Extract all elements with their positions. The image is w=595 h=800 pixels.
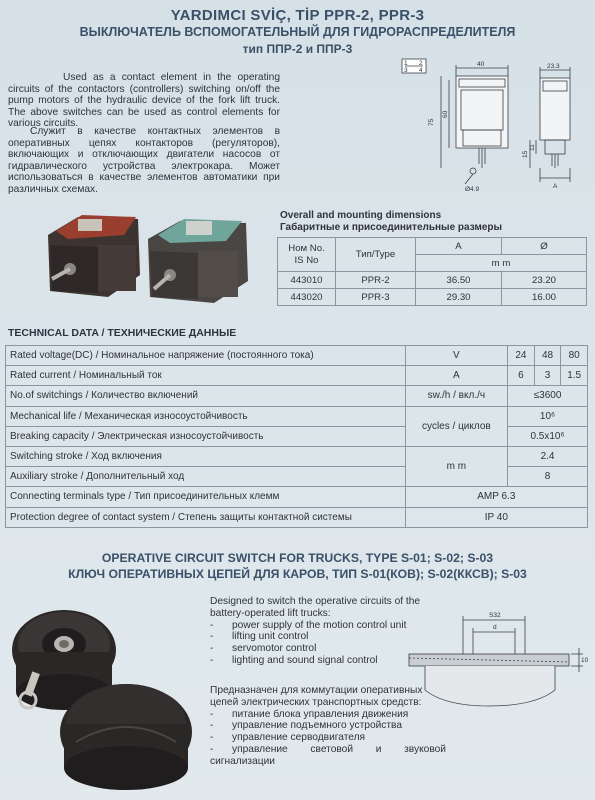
page-type-ru: тип ППР-2 и ППР-3 <box>242 42 353 56</box>
cell-a: 29.30 <box>416 289 502 306</box>
bullet-dash: - <box>210 708 214 720</box>
dim-11: 11 <box>529 144 536 151</box>
label-h: 10 <box>581 657 589 664</box>
bullet-text: power supply of the motion control unit <box>232 619 407 631</box>
dim-75: 75 <box>428 118 435 126</box>
cell-no: 443020 <box>278 289 336 306</box>
cell-no: 443010 <box>278 272 336 289</box>
dimensions-table <box>277 237 587 306</box>
breaking-value: 0.5x10⁶ <box>508 426 588 446</box>
table-row <box>278 272 587 289</box>
bullet-dash: - <box>210 720 214 732</box>
stroke-value: 2.4 <box>508 446 588 466</box>
bullet-continuation: сигнализации <box>210 755 275 767</box>
table-row <box>6 346 588 366</box>
unit-cell: m m <box>416 255 587 272</box>
switchings-value: ≤3600 <box>508 386 588 406</box>
bullet-dash: - <box>210 654 214 666</box>
table-row <box>6 487 588 507</box>
bullet-text: управление подъемного устройства <box>232 720 403 732</box>
table-row <box>6 406 588 426</box>
dim-40: 40 <box>477 61 485 68</box>
bullet-text: питание блока управления движения <box>232 708 409 720</box>
breaking-label: Breaking capacity / Электрическая износоустойчивость <box>6 426 406 446</box>
current-v2: 3 <box>534 366 561 386</box>
aux-label: Auxiliary stroke / Дополнительный ход <box>6 467 406 487</box>
col-no2-label: IS No <box>294 254 319 266</box>
dim-23-3: 23.3 <box>547 63 560 70</box>
table-row <box>6 507 588 527</box>
cell-dia: 23.20 <box>502 272 587 289</box>
switch-dimension-drawing <box>393 56 593 196</box>
dim-60: 60 <box>442 110 449 118</box>
intro-ru <box>8 126 280 196</box>
bullet-text: управление серводвигателя <box>232 732 366 744</box>
terminals-value: AMP 6.3 <box>405 487 587 507</box>
cell-type: PPR-3 <box>336 289 416 306</box>
page-subtitle-ru: ВЫКЛЮЧАТЕЛЬ ВСПОМОГАТЕЛЬНЫЙ ДЛЯ ГИДРОРАСПРЕДЕЛИТЕЛЯ <box>79 25 516 39</box>
cell-a: 36.50 <box>416 272 502 289</box>
col-no-header <box>278 238 336 272</box>
bullet-text: servomotor control <box>232 643 317 655</box>
bullet-dash: - <box>210 619 214 631</box>
section2-title-ru: КЛЮЧ ОПЕРАТИВНЫХ ЦЕПЕЙ ДЛЯ КАРОВ, ТИП S-01(КОВ); S-02(ККСВ); S-03 <box>68 567 527 581</box>
intro-en <box>8 72 280 130</box>
dimensions-title-en: Overall and mounting dimensions <box>280 210 442 221</box>
bullet-text: управление световой и звуковой <box>232 743 446 755</box>
label-d: d <box>493 624 497 631</box>
contact-4: 4 <box>419 67 423 74</box>
intro-ru-text: Служит в качестве контактных элементов в оперативных цепях контакторов (регуляторов), включающих и отключающих двигатели насосов от гидравлического устройства электрокара. Может использоваться в качестве элементов автоматики при различных схемах. <box>8 126 280 195</box>
table-row <box>6 366 588 386</box>
col-no-label: Ном No. <box>288 242 325 254</box>
bullet-text: lifting unit control <box>232 631 309 643</box>
bullet-dash: - <box>210 631 214 643</box>
protection-label: Protection degree of contact system / Степень защиты контактной системы <box>6 507 406 527</box>
table-row <box>6 386 588 406</box>
section2-title-en: OPERATIVE CIRCUIT SWITCH FOR TRUCKS, TYPE S-01; S-02; S-03 <box>101 551 494 565</box>
stroke-label: Switching stroke / Ход включения <box>6 446 406 466</box>
list-item <box>210 732 446 744</box>
tech-data-title: TECHNICAL DATA / ТЕХНИЧЕСКИЕ ДАННЫЕ <box>8 327 237 339</box>
dia-4-9: Ø4.9 <box>465 186 480 193</box>
tech-data-table <box>5 345 588 528</box>
table-row <box>278 238 587 255</box>
list-item <box>210 720 446 732</box>
aux-value: 8 <box>508 467 588 487</box>
table-row <box>6 446 588 466</box>
contact-1: 1 <box>404 60 408 67</box>
mechanical-label: Mechanical life / Механическая износоустойчивость <box>6 406 406 426</box>
voltage-unit: V <box>405 346 507 366</box>
col-dia-header: Ø <box>502 238 587 255</box>
mm-unit: m m <box>405 446 507 486</box>
dim-15: 15 <box>522 150 529 158</box>
list-item <box>210 744 446 756</box>
intro-en-text: Used as a contact element in the operating circuits of the contactors (controllers) switching on/off the pump motors of the hydraulic device of the fork lift truck. The above switches can be used as control elements for various circuits. <box>8 72 280 130</box>
bullet-dash: - <box>210 732 214 744</box>
key-switch-photo <box>6 592 206 797</box>
table-row <box>278 289 587 306</box>
bullet-dash: - <box>210 743 214 755</box>
current-unit: A <box>405 366 507 386</box>
label-s32: S32 <box>489 612 501 619</box>
terminals-label: Connecting terminals type / Тип присоединительных клемм <box>6 487 406 507</box>
cycles-unit: cycles / циклов <box>405 406 507 446</box>
bullet-dash: - <box>210 643 214 655</box>
bullet-text: lighting and sound signal control <box>232 654 378 666</box>
protection-value: IP 40 <box>405 507 587 527</box>
voltage-48: 48 <box>534 346 561 366</box>
current-v1: 6 <box>508 366 535 386</box>
current-label: Rated current / Номинальный ток <box>6 366 406 386</box>
contact-2: 2 <box>419 60 423 67</box>
voltage-80: 80 <box>561 346 588 366</box>
label-a: A <box>553 183 558 190</box>
section2-intro-ru: Предназначен для коммутации оперативных цепей электрических транспортных средств: <box>210 685 423 708</box>
section2-intro-en: Designed to switch the operative circuits of the battery-operated lift trucks: <box>210 596 421 619</box>
voltage-24: 24 <box>508 346 535 366</box>
voltage-label: Rated voltage(DC) / Номинальное напряжение (постоянного тока) <box>6 346 406 366</box>
mechanical-value: 10⁶ <box>508 406 588 426</box>
switchings-unit: sw./h / вкл./ч <box>405 386 507 406</box>
cell-type: PPR-2 <box>336 272 416 289</box>
col-type-header: Тип/Type <box>336 238 416 272</box>
mounting-drawing <box>405 598 593 718</box>
cell-dia: 16.00 <box>502 289 587 306</box>
dimensions-title-ru: Габаритные и присоединительные размеры <box>280 222 503 233</box>
switchings-label: No.of switchings / Количество включений <box>6 386 406 406</box>
current-v3: 1.5 <box>561 366 588 386</box>
col-a-header: A <box>416 238 502 255</box>
page-title: YARDIMCI SVİÇ, TİP PPR-2, PPR-3 <box>170 7 425 24</box>
switches-photo <box>38 205 258 315</box>
contact-3: 3 <box>404 67 408 74</box>
